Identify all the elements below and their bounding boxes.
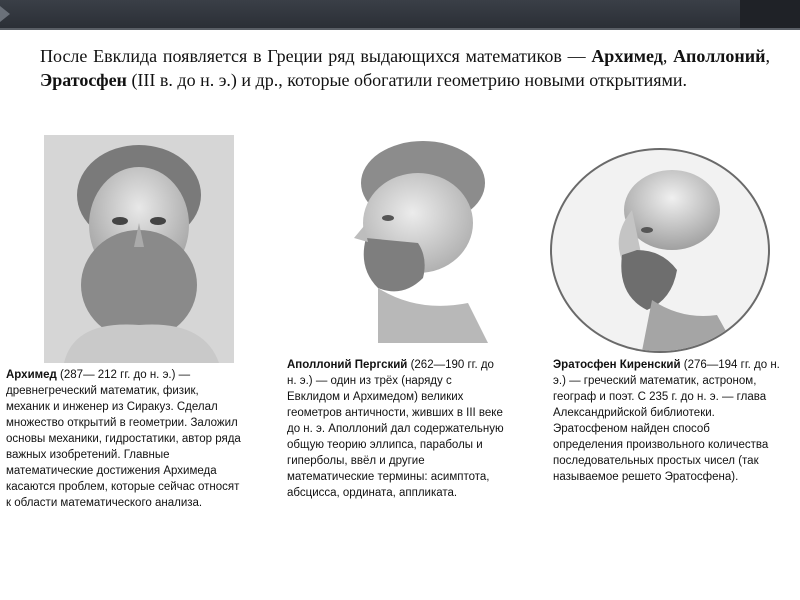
intro-name-eratosthenes: Эратосфен	[40, 70, 127, 90]
caption-name: Аполлоний Пергский	[287, 359, 408, 371]
eratosthenes-medallion-icon	[552, 150, 768, 351]
caption-text: (276—194 гг. до н. э.) — греческий математик, астроном, географ и поэт. С 235 г. до н. э. — глава Александрийской библиотеки. Эратосфеном найден способ определения произвольного количества последовательных простых чисел (так называемое решето Эратосфена).	[553, 359, 780, 483]
slide-header-bar	[0, 0, 800, 30]
intro-lead: После Евклида появляется в Греции ряд выдающихся математиков —	[40, 46, 592, 66]
intro-paragraph	[40, 44, 770, 92]
intro-separator: ,	[765, 46, 771, 66]
archimedes-bust-icon	[44, 135, 234, 363]
caption-name: Эратосфен Киренский	[553, 359, 681, 371]
archimedes-portrait	[44, 135, 234, 363]
intro-separator: ,	[662, 46, 674, 66]
intro-name-archimedes: Архимед	[591, 46, 663, 66]
caption-text: (287— 212 гг. до н. э.) — древнегреческий математик, физик, механик и инженер из Сиракуз. Сделал множество открытий в геометрии. Заложил основы механики, гидростатики, автор ряда важных изобретений. Главные математические достижения Архимеда касаются проблем, которые сейчас относят к области математического анализа.	[6, 369, 241, 509]
slide-arrow-icon	[0, 6, 10, 22]
intro-tail: (III в. до н. э.) и др., которые обогатили геометрию новыми открытиями.	[126, 70, 688, 90]
eratosthenes-portrait	[550, 148, 770, 353]
caption-name: Архимед	[6, 369, 57, 381]
apollonius-portrait	[318, 138, 516, 343]
caption-archimedes	[6, 367, 242, 511]
apollonius-profile-icon	[318, 138, 516, 343]
header-accent-block	[740, 0, 800, 28]
caption-apollonius	[287, 357, 505, 501]
caption-eratosthenes	[553, 357, 783, 485]
caption-text: (262—190 гг. до н. э.) — один из трёх (наряду с Евклидом и Архимедом) великих геометров античности, живших в III веке до н. э. Аполлоний дал содержательную общую теорию эллипса, параболы и гиперболы, ввёл и другие математические термины: асимптота, абсцисса, ордината, аппликата.	[287, 359, 504, 499]
intro-name-apollonius: Аполлоний	[673, 46, 766, 66]
